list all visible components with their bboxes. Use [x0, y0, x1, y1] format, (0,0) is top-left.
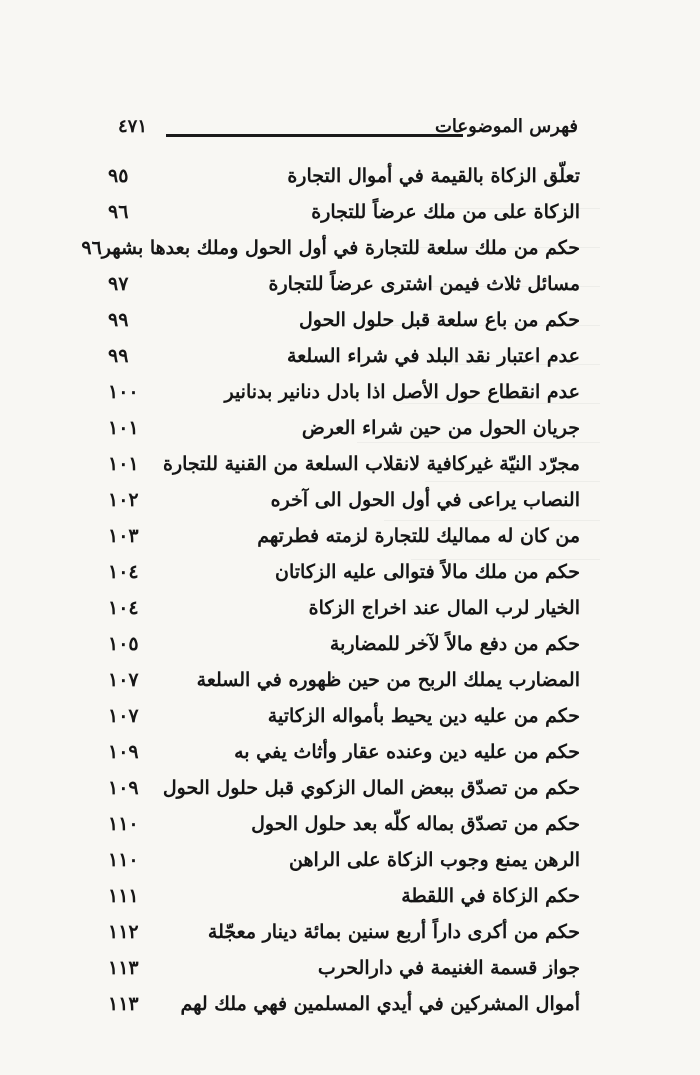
table-of-contents: [81, 158, 580, 1022]
toc-entry-page-number: ١٠٤: [108, 561, 139, 583]
toc-entry-title: حكم من أكرى داراً أربع سنين بمائة دينار معجّلة: [207, 921, 580, 943]
toc-entry: [108, 950, 580, 986]
toc-entry-page-number: ٩٧: [108, 273, 129, 295]
toc-entry-page-number: ١٠٩: [108, 777, 139, 799]
toc-entry-page-number: ١١١: [108, 885, 139, 907]
toc-entry-title: أموال المشركين في أيدي المسلمين فهي ملك لهم: [180, 993, 580, 1015]
toc-entry-title: جريان الحول من حين شراء العرض: [301, 417, 580, 439]
header-page-number: ٤٧١: [118, 116, 148, 137]
toc-entry-title: حكم من تصدّق ببعض المال الزكوي قبل حلول الحول: [162, 777, 580, 799]
toc-entry-page-number: ١٠٩: [108, 741, 139, 763]
toc-entry-page-number: ١٠١: [108, 417, 139, 439]
toc-entry: [108, 914, 580, 950]
toc-entry: [108, 194, 580, 230]
toc-entry: [108, 626, 580, 662]
toc-entry-title: حكم من ملك مالاً فتوالى عليه الزكاتان: [275, 561, 580, 583]
toc-entry: [108, 374, 580, 410]
toc-entry-title: حكم من عليه دين يحيط بأمواله الزكاتية: [267, 705, 580, 727]
toc-entry: [108, 266, 580, 302]
toc-entry-page-number: ٩٦: [108, 201, 129, 223]
toc-entry-title: حكم من تصدّق بماله كلّه بعد حلول الحول: [251, 813, 580, 835]
toc-entry-page-number: ١٠٥: [108, 633, 139, 655]
toc-entry-page-number: ٩٩: [108, 309, 129, 331]
toc-entry-title: مجرّد النيّة غيركافية لانقلاب السلعة من القنية للتجارة: [163, 453, 580, 475]
toc-entry: [81, 230, 580, 266]
toc-entry-title: من كان له مماليك للتجارة لزمته فطرتهم: [257, 525, 580, 547]
page-header: [118, 110, 578, 150]
toc-entry-title: الزكاة على من ملك عرضاً للتجارة: [311, 201, 580, 223]
toc-entry: [108, 338, 580, 374]
toc-entry-title: مسائل ثلاث فيمن اشترى عرضاً للتجارة: [268, 273, 580, 295]
toc-entry: [108, 482, 580, 518]
toc-entry: [108, 158, 580, 194]
header-rule: [166, 134, 463, 137]
toc-entry-page-number: ١٠٧: [108, 669, 139, 691]
toc-entry-page-number: ١٠١: [108, 453, 139, 475]
header-title: فهرس الموضوعات: [434, 116, 578, 137]
toc-entry-page-number: ١٠٤: [108, 597, 139, 619]
toc-entry-title: تعلّق الزكاة بالقيمة في أموال التجارة: [287, 165, 580, 187]
toc-entry-title: حكم من دفع مالاً لآخر للمضاربة: [329, 633, 580, 655]
toc-entry: [108, 518, 580, 554]
toc-entry-title: حكم من عليه دين وعنده عقار وأثاث يفي به: [234, 741, 580, 763]
toc-entry-page-number: ١١٣: [108, 993, 139, 1015]
toc-entry-title: عدم اعتبار نقد البلد في شراء السلعة: [287, 345, 580, 367]
toc-entry-title: المضارب يملك الربح من حين ظهوره في السلعة: [196, 669, 580, 691]
toc-entry: [108, 842, 580, 878]
toc-entry-page-number: ١٠٣: [108, 525, 139, 547]
toc-entry-title: حكم من ملك سلعة للتجارة في أول الحول وملك بعدها بشهر: [101, 237, 580, 259]
toc-entry-title: النصاب يراعى في أول الحول الى آخره: [270, 489, 580, 511]
toc-entry: [108, 590, 580, 626]
toc-entry-page-number: ١١٣: [108, 957, 139, 979]
toc-entry: [108, 986, 580, 1022]
toc-entry-title: الرهن يمنع وجوب الزكاة على الراهن: [289, 849, 580, 871]
toc-entry: [108, 662, 580, 698]
toc-entry-title: جواز قسمة الغنيمة في دارالحرب: [317, 957, 580, 979]
toc-entry: [108, 734, 580, 770]
toc-entry: [108, 554, 580, 590]
toc-entry-page-number: ١١٠: [108, 813, 139, 835]
toc-entry-page-number: ١٠٢: [108, 489, 139, 511]
toc-entry-page-number: ٩٦: [81, 237, 102, 259]
toc-entry-title: حكم الزكاة في اللقطة: [401, 885, 580, 907]
toc-entry-page-number: ١١٢: [108, 921, 139, 943]
toc-entry-page-number: ١٠٧: [108, 705, 139, 727]
toc-entry-title: عدم انقطاع حول الأصل اذا بادل دنانير بدنانير: [224, 381, 580, 403]
toc-entry: [108, 302, 580, 338]
toc-entry-page-number: ٩٥: [108, 165, 129, 187]
toc-entry: [108, 878, 580, 914]
toc-entry: [108, 446, 580, 482]
toc-entry: [108, 806, 580, 842]
toc-entry: [108, 770, 580, 806]
toc-entry-title: حكم من باع سلعة قبل حلول الحول: [298, 309, 580, 331]
toc-entry-page-number: ٩٩: [108, 345, 129, 367]
toc-entry: [108, 410, 580, 446]
toc-entry-page-number: ١٠٠: [108, 381, 139, 403]
toc-entry-page-number: ١١٠: [108, 849, 139, 871]
toc-entry: [108, 698, 580, 734]
toc-entry-title: الخيار لرب المال عند اخراج الزكاة: [308, 597, 580, 619]
